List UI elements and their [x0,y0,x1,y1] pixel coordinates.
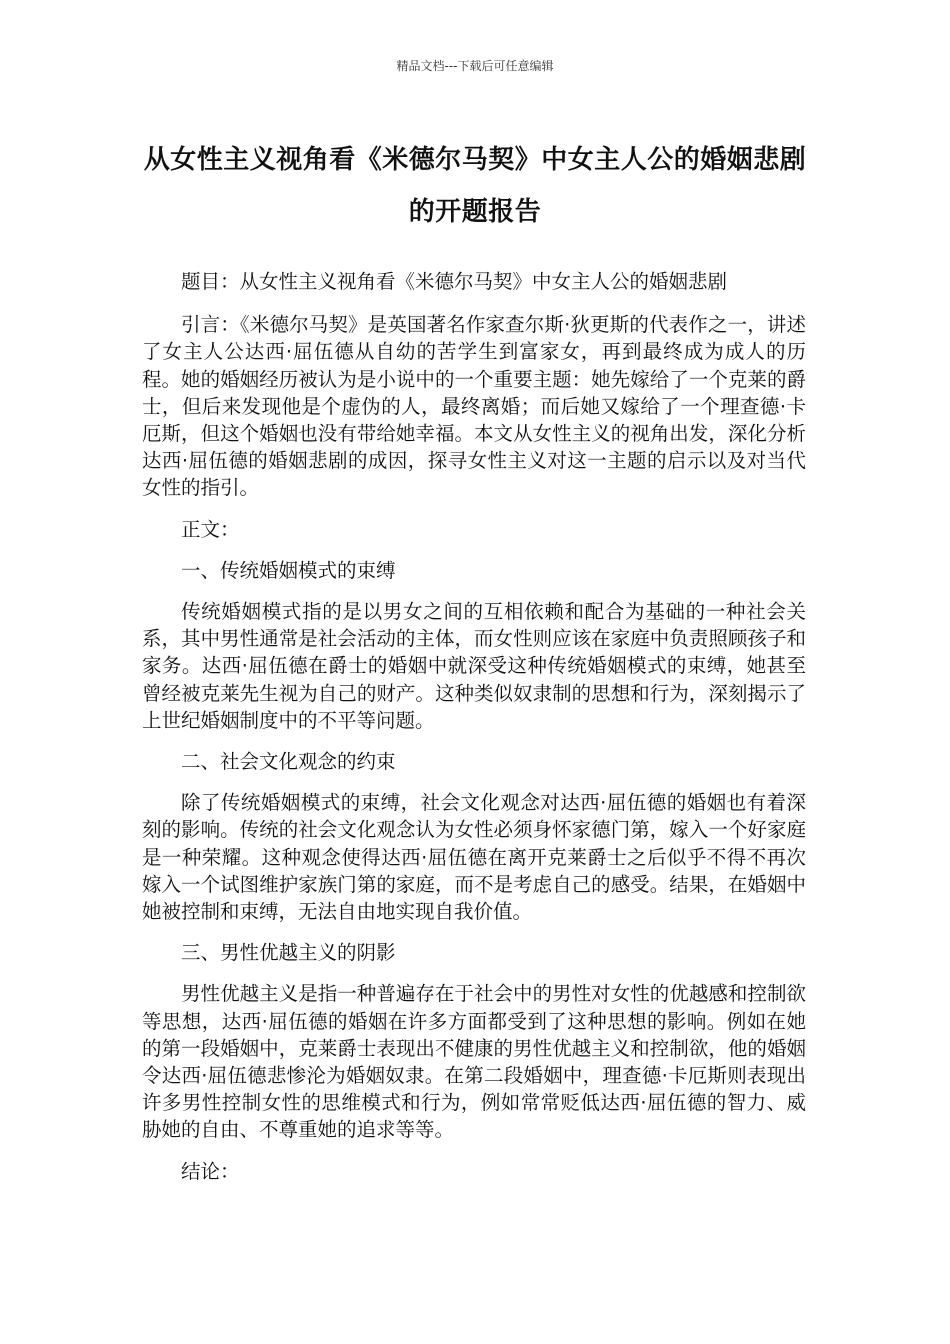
section-paragraph-2: 除了传统婚姻模式的束缚，社会文化观念对达西·屈伍德的婚姻也有着深刻的影响。传统的社会文化观念认为女性必须身怀家德门第，嫁入一个好家庭是一种荣耀。这种观念使得达西·屈伍德在离开克莱爵士之后似乎不得不再次嫁入一个试图维护家族门第的家庭，而不是考虑自己的感受。结果，在婚姻中她被控制和束缚，无法自由地实现自我价值。 [142,791,806,924]
introduction-paragraph: 引言：《米德尔马契》是英国著名作家查尔斯·狄更斯的代表作之一，讲述了女主人公达西·屈伍德从自幼的苦学生到富家女，再到最终成为成人的历程。她的婚姻经历被认为是小说中的一个重要主题：她先嫁给了一个克莱的爵士，但后来发现他是个虚伪的人，最终离婚；而后她又嫁给了一个理查德·卡厄斯，但这个婚姻也没有带给她幸福。本文从女性主义的视角出发，深化分析达西·屈伍德的婚姻悲剧的成因，探寻女性主义对这一主题的启示以及对当代女性的指引。 [142,313,806,500]
section-paragraph-1: 传统婚姻模式指的是以男女之间的互相依赖和配合为基础的一种社会关系，其中男性通常是社会活动的主体，而女性则应该在家庭中负责照顾孩子和家务。达西·屈伍德在爵士的婚姻中就深受这种传统婚姻模式的束缚，她甚至曾经被克莱先生视为自己的财产。这种类似奴隶制的思想和行为，深刻揭示了上世纪婚姻制度中的不平等问题。 [142,600,806,732]
document-body [142,268,806,1199]
section-heading-2: 二、社会文化观念的约束 [181,750,396,774]
conclusion-label: 结论： [181,1159,240,1183]
section-paragraph-3: 男性优越主义是指一种普遍存在于社会中的男性对女性的优越感和控制欲等思想，达西·屈伍德的婚姻在许多方面都受到了这种思想的影响。例如在她的第一段婚姻中，克莱爵士表现出不健康的男性优越主义和控制欲，他的婚姻令达西·屈伍德悲惨沦为婚姻奴隶。在第二段婚姻中，理查德·卡厄斯则表现出许多男性控制女性的思维模式和行为，例如常常贬低达西·屈伍德的智力、威胁她的自由、不尊重她的追求等等。 [142,982,806,1142]
topic-paragraph: 题目：从女性主义视角看《米德尔马契》中女主人公的婚姻悲剧 [181,270,728,293]
main-text-label: 正文： [181,517,240,541]
document-title: 从女性主义视角看《米德尔马契》中女主人公的婚姻悲剧的开题报告 [143,145,807,227]
section-heading-3: 三、男性优越主义的阴影 [181,941,396,965]
header-note: 精品文档---下载后可任意编辑 [396,59,554,73]
section-heading-1: 一、传统婚姻模式的束缚 [181,558,396,582]
